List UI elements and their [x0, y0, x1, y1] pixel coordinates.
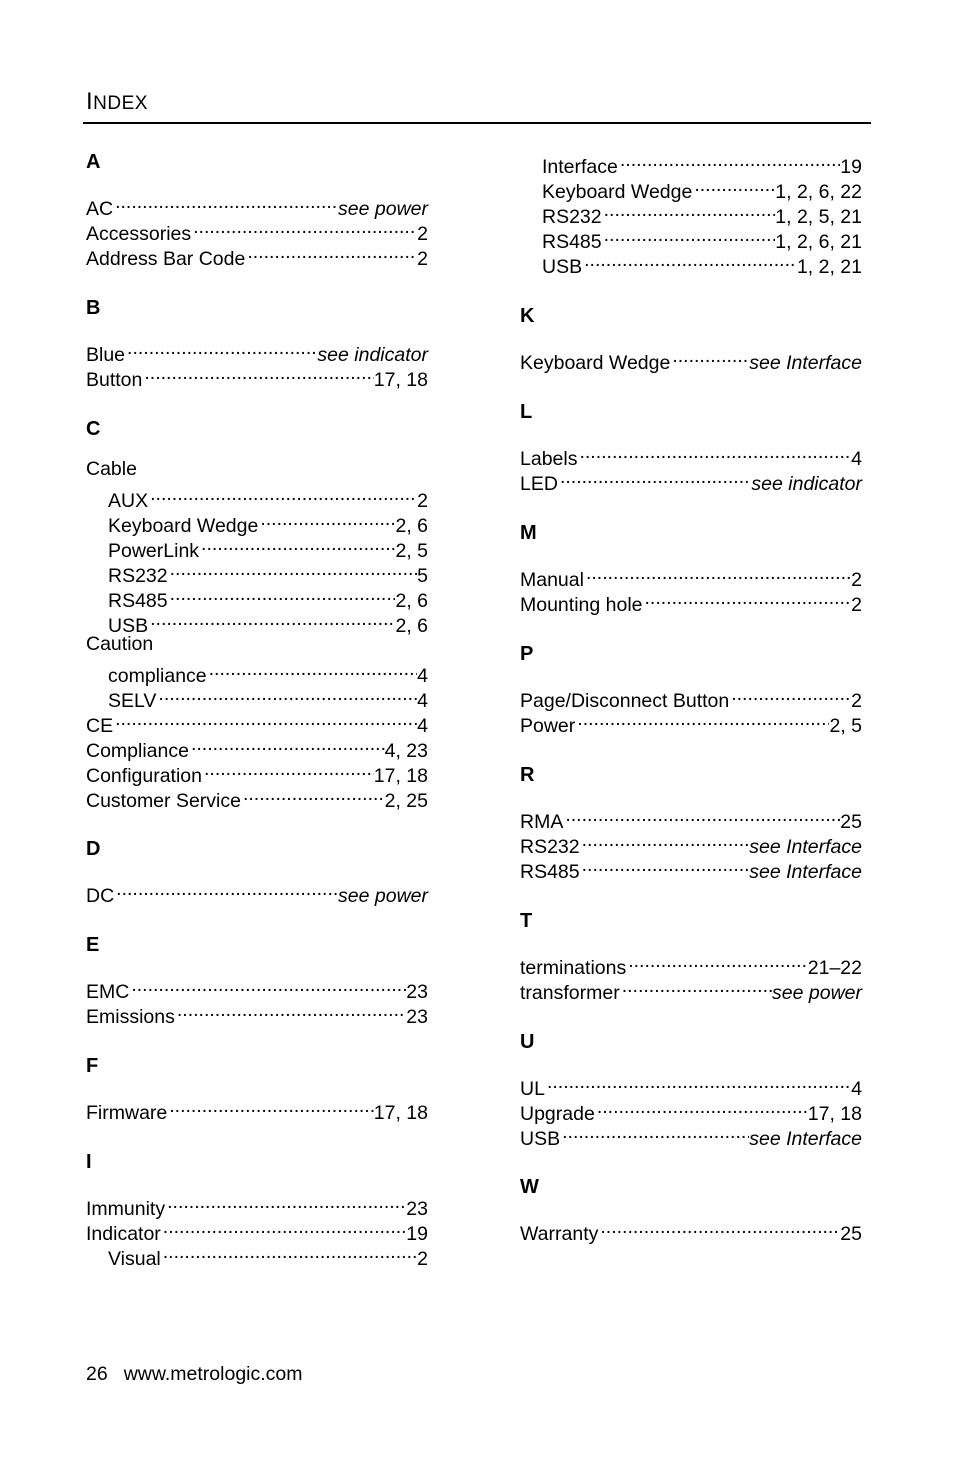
index-entry [86, 1190, 428, 1220]
index-term: Mounting hole [520, 594, 643, 616]
index-entry [86, 782, 428, 812]
dot-leader [175, 998, 406, 1023]
index-term: CE [86, 715, 114, 737]
index-page-ref: 23 [406, 1198, 428, 1220]
dot-leader [643, 586, 852, 611]
index-term: Blue [86, 344, 126, 366]
index-entry [520, 828, 862, 858]
index-term: EMC [86, 981, 130, 1003]
section-letter-k: K [520, 305, 535, 327]
index-entry [86, 998, 428, 1028]
section-letter-p: P [520, 643, 534, 665]
index-page-ref: 17, 18 [807, 1103, 862, 1125]
dot-leader [125, 336, 317, 361]
dot-leader [670, 344, 749, 369]
dot-leader [602, 223, 776, 248]
index-page-ref: 2, 6 [395, 615, 428, 637]
dot-leader [545, 1070, 851, 1095]
index-subentry [542, 173, 862, 203]
dot-leader [602, 198, 776, 223]
section-letter-c: C [86, 418, 101, 440]
index-page-ref: 2 [417, 1248, 428, 1270]
dot-leader [161, 1215, 407, 1240]
dot-leader [618, 148, 840, 173]
index-page-ref: 19 [840, 156, 862, 178]
index-entry [520, 1120, 862, 1150]
page-number: 26 [86, 1363, 108, 1385]
dot-leader [595, 1095, 808, 1120]
dot-leader [563, 803, 840, 828]
index-page-ref: 5 [417, 565, 428, 587]
index-entry [520, 344, 862, 374]
section-letter-w: W [520, 1176, 539, 1198]
index-entry [86, 1094, 428, 1124]
index-term: SELV [108, 690, 157, 712]
index-term: PowerLink [108, 540, 200, 562]
index-term: Labels [520, 448, 578, 470]
index-page-ref: 2 [851, 690, 862, 712]
dot-leader [580, 853, 750, 878]
index-entry [520, 803, 862, 833]
index-entry [86, 1215, 428, 1245]
index-page-ref: see power [338, 885, 428, 907]
dot-leader [129, 973, 406, 998]
index-entry [520, 1070, 862, 1100]
index-page-ref: 1, 2, 6, 22 [775, 181, 862, 203]
index-entry [520, 853, 862, 883]
index-term: Keyboard Wedge [542, 181, 693, 203]
index-term: AC [86, 198, 114, 220]
index-entry [520, 1095, 862, 1125]
index-term: transformer [520, 982, 620, 1004]
index-heading [86, 632, 428, 657]
index-page-ref: 2 [417, 248, 428, 270]
index-page-ref: 4, 23 [384, 740, 428, 762]
index-subentry [542, 248, 862, 278]
section-letter-l: L [520, 401, 533, 423]
dot-leader [258, 507, 395, 532]
dot-leader [113, 707, 417, 732]
section-letter-e: E [86, 934, 100, 956]
dot-leader [620, 974, 772, 999]
index-term: Power [520, 715, 576, 737]
header-rule [83, 122, 871, 124]
index-page-ref: 2, 6 [395, 515, 428, 537]
index-term: Upgrade [520, 1103, 595, 1125]
index-page-ref: 4 [851, 448, 862, 470]
index-term: USB [108, 615, 149, 637]
index-page-ref: 4 [417, 715, 428, 737]
dot-leader [168, 582, 396, 607]
dot-leader [245, 240, 417, 265]
dot-leader [165, 1190, 406, 1215]
index-term: RS485 [542, 231, 602, 253]
dot-leader [560, 1120, 749, 1145]
index-term: Customer Service [86, 790, 241, 812]
index-subentry [108, 582, 428, 612]
section-letter-i: I [86, 1151, 92, 1173]
index-page-ref: 17, 18 [373, 765, 428, 787]
index-term: USB [542, 256, 583, 278]
index-entry [520, 440, 862, 470]
index-page-ref: see power [338, 198, 428, 220]
section-letter-m: M [520, 522, 537, 544]
index-entry [86, 757, 428, 787]
dot-leader [207, 657, 418, 682]
index-page-ref: see Interface [749, 1128, 862, 1150]
footer-website: www.metrologic.com [123, 1363, 303, 1385]
index-page-ref: 1, 2, 21 [796, 256, 862, 278]
index-entry [86, 732, 428, 762]
index-term: RS232 [108, 565, 168, 587]
index-entry [520, 682, 862, 712]
index-entry [86, 973, 428, 1003]
index-page-ref: 23 [406, 1006, 428, 1028]
index-page-ref: 2, 6 [395, 590, 428, 612]
index-term: Compliance [86, 740, 189, 762]
index-term: Manual [520, 569, 584, 591]
dot-leader [598, 1215, 840, 1240]
index-page-ref: 2 [851, 569, 862, 591]
dot-leader [577, 440, 851, 465]
index-page-ref: see Interface [749, 836, 862, 858]
index-term: Configuration [86, 765, 202, 787]
index-entry [520, 974, 862, 1004]
index-entry [86, 215, 428, 245]
dot-leader [584, 561, 851, 586]
index-term: LED [520, 473, 558, 495]
section-letter-f: F [86, 1055, 99, 1077]
dot-leader [148, 482, 417, 507]
index-page-ref: 17, 18 [373, 1102, 428, 1124]
index-page-ref: 25 [840, 1223, 862, 1245]
index-term: Button [86, 369, 143, 391]
index-page-ref: 2, 25 [384, 790, 428, 812]
page-title-initial: I [86, 88, 94, 115]
dot-leader [142, 361, 373, 386]
dot-leader [558, 465, 751, 490]
index-page-ref: see indicator [751, 473, 862, 495]
index-subentry [108, 1240, 428, 1270]
page-title-rest: NDEX [93, 93, 148, 114]
dot-leader [191, 215, 417, 240]
index-term: Emissions [86, 1006, 175, 1028]
index-term: Keyboard Wedge [108, 515, 259, 537]
index-page-ref: 21–22 [807, 957, 862, 979]
index-page-ref: 23 [406, 981, 428, 1003]
dot-leader [148, 607, 395, 632]
dot-leader [189, 732, 385, 757]
dot-leader [580, 828, 750, 853]
index-entry [86, 336, 428, 366]
index-term: Immunity [86, 1198, 166, 1220]
index-term: RS485 [108, 590, 168, 612]
dot-leader [582, 248, 797, 273]
index-subentry [108, 682, 428, 712]
index-page-ref: 1, 2, 6, 21 [775, 231, 862, 253]
index-page-ref: 2 [417, 490, 428, 512]
index-entry [86, 190, 428, 220]
index-term: Address Bar Code [86, 248, 246, 270]
index-term: RS232 [542, 206, 602, 228]
index-subentry [542, 148, 862, 178]
dot-leader [202, 757, 374, 782]
index-term: Interface [542, 156, 618, 178]
dot-leader [167, 1094, 374, 1119]
index-page-ref: 4 [851, 1078, 862, 1100]
index-term: Cable [86, 458, 137, 480]
dot-leader [168, 557, 418, 582]
index-subentry [108, 657, 428, 687]
index-term: Warranty [520, 1223, 599, 1245]
section-letter-a: A [86, 151, 101, 173]
index-page-ref: 1, 2, 5, 21 [775, 206, 862, 228]
index-page-ref: see Interface [749, 861, 862, 883]
index-subentry [108, 607, 428, 637]
index-entry [86, 240, 428, 270]
index-term: Caution [86, 633, 154, 655]
index-subentry [542, 223, 862, 253]
index-term: USB [520, 1128, 561, 1150]
dot-leader [241, 782, 385, 807]
index-entry [520, 949, 862, 979]
page-footer [86, 1362, 303, 1387]
index-term: Page/Disconnect Button [520, 690, 730, 712]
index-page-ref: 4 [417, 690, 428, 712]
dot-leader [113, 190, 338, 215]
index-subentry [108, 532, 428, 562]
section-letter-u: U [520, 1031, 535, 1053]
page-title [86, 88, 148, 116]
index-term: Accessories [86, 223, 192, 245]
index-term: RS232 [520, 836, 580, 858]
index-page-ref: 2, 5 [829, 715, 862, 737]
dot-leader [114, 877, 338, 902]
index-term: RS485 [520, 861, 580, 883]
index-page-ref: see power [772, 982, 862, 1004]
index-entry [86, 707, 428, 737]
index-term: Indicator [86, 1223, 161, 1245]
index-page-ref: 2, 5 [395, 540, 428, 562]
index-entry [86, 877, 428, 907]
index-page-ref: 17, 18 [373, 369, 428, 391]
dot-leader [161, 1240, 417, 1265]
index-subentry [542, 198, 862, 228]
index-term: compliance [108, 665, 207, 687]
index-page-ref: 4 [417, 665, 428, 687]
dot-leader [575, 707, 829, 732]
index-subentry [108, 557, 428, 587]
index-entry [520, 1215, 862, 1245]
dot-leader [199, 532, 395, 557]
index-subentry [108, 507, 428, 537]
index-entry [520, 586, 862, 616]
index-entry [520, 561, 862, 591]
index-entry [520, 465, 862, 495]
index-page-ref: 2 [417, 223, 428, 245]
section-letter-b: B [86, 297, 101, 319]
index-term: AUX [108, 490, 149, 512]
index-entry [520, 707, 862, 737]
dot-leader [156, 682, 417, 707]
index-term: Keyboard Wedge [520, 352, 671, 374]
index-page-ref: 19 [406, 1223, 428, 1245]
index-page-ref: see Interface [749, 352, 862, 374]
index-term: UL [520, 1078, 545, 1100]
section-letter-d: D [86, 838, 101, 860]
index-term: RMA [520, 811, 564, 833]
index-page-ref: 25 [840, 811, 862, 833]
index-page-ref: 2 [851, 594, 862, 616]
index-term: Visual [108, 1248, 161, 1270]
dot-leader [729, 682, 851, 707]
section-letter-r: R [520, 764, 535, 786]
index-term: terminations [520, 957, 627, 979]
section-letter-t: T [520, 910, 533, 932]
dot-leader [626, 949, 808, 974]
index-page-ref: see indicator [317, 344, 428, 366]
index-heading [86, 457, 428, 482]
index-term: DC [86, 885, 115, 907]
index-subentry [108, 482, 428, 512]
dot-leader [692, 173, 775, 198]
index-entry [86, 361, 428, 391]
index-term: Firmware [86, 1102, 168, 1124]
